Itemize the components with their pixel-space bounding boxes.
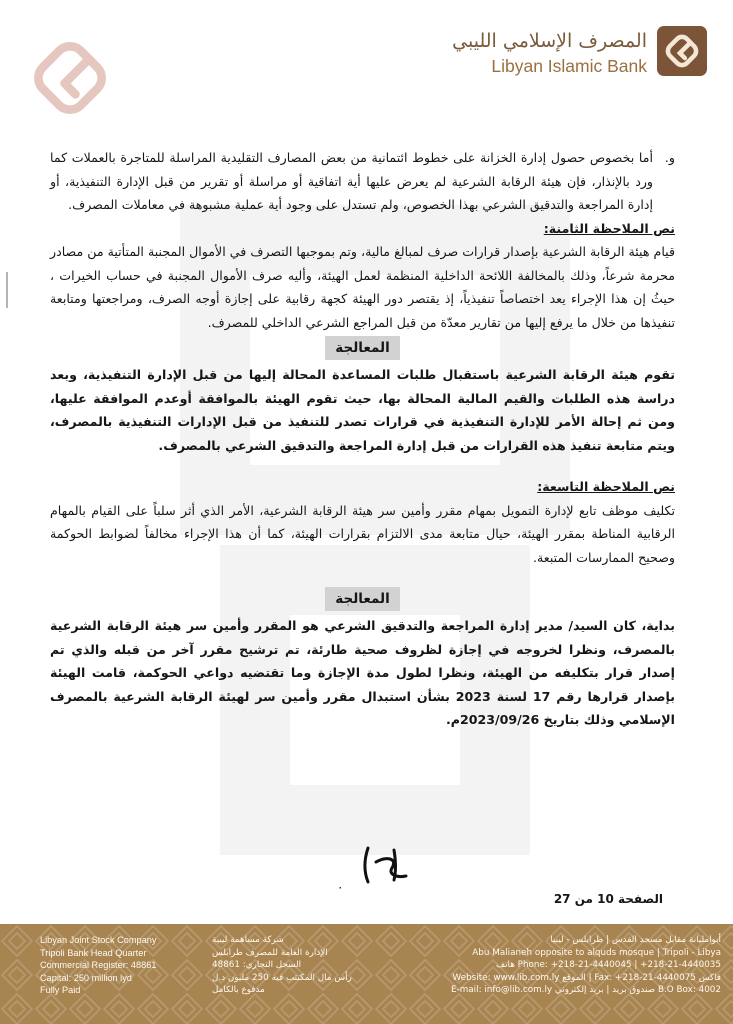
footer-line: Fully Paid [40, 985, 81, 996]
footer-pobox-email: B.O Box: 4002 صندوق بريد | بريد إلكتروني E-mail: info@lib.com.ly [450, 985, 721, 996]
bank-name-arabic: المصرف الإسلامي الليبي [452, 30, 647, 52]
bank-logo-faded-icon [22, 30, 118, 126]
scrollbar-thumb[interactable] [6, 272, 8, 308]
item-paragraph [50, 146, 675, 217]
item-paragraph-text: أما بخصوص حصول إدارة الخزانة على خطوط ائتمانية من بعض المصارف التقليدية المراسلة للمتاجرة بالعملات كما ورد بالإنذار، فإن هيئة الرقابة الشرعية لم يعرض عليها أية اتفاقية أو مراسلة أو تقرير من قبل الإدارة التنفيذية، أو إدارة المراجعة والتدقيق الشرعي بهذا الخصوص، ولم تستدل على وجود أية عملية مشبوهة في معاملات المصرف. [50, 150, 653, 212]
footer-line: Capital: 250 million lyd [40, 972, 132, 983]
footer-line: مدفوع بالكامل [212, 985, 265, 996]
bank-logo-icon [657, 26, 707, 76]
page-number: الصفحة 10 من 27 [553, 892, 663, 906]
footer-line: رأس مال المكتتب فيه 250 مليون د.ل [212, 972, 352, 983]
footer-contact [451, 934, 721, 997]
footer-line: Libyan Joint Stock Company [40, 935, 157, 945]
footer-company-en [40, 934, 156, 997]
note-8-heading: نص الملاحظة الثامنة: [543, 220, 675, 236]
footer-phone: Phone: +218-21-4440045 | +218-21-4440035 هاتف [495, 960, 721, 971]
footer-line: شركة مساهمة ليبية [212, 935, 284, 945]
treatment-title: المعالجة [325, 587, 399, 611]
footer-fax-website: فاكس Fax: +218-21-4440075 | الموقع Website: www.lib.com.ly [452, 972, 721, 983]
signature-icon [346, 842, 426, 886]
footer-line: الإدارة العامة للمصرف طرابلس [212, 947, 328, 958]
footer-company-ar [212, 934, 352, 997]
footer-line: Tripoli Bank Head Quarter [40, 947, 147, 958]
treatment-8-text: تقوم هيئة الرقابة الشرعية باستقبال طلبات المساعدة المحالة إليها من قبل الإدارة التنفيذية، وبعد دراسة هذه الطلبات والقيم المالية المحالة بها، حيث تقوم الهيئة بالموافقة أوعدم الموافقة عليها، ومن ثم إحالة الأمر للإدارة التنفيذية في قرارات تصدر للتنفيذ من قبل الإدارات التنفيذية بالمصرف، ويتم متابعة تنفيذ هذه القرارات من قبل إدارة المراجعة والتدقيق الشرعي بالمصرف. [50, 367, 675, 453]
dot-mark: ٠ [337, 880, 344, 894]
bank-name-english: Libyan Islamic Bank [491, 56, 647, 76]
footer-address-en: Abu Malianeh opposite to alquds mosque | Tripoli - Libya [472, 947, 721, 958]
footer [0, 924, 733, 1024]
footer-address-ar: أبوامليانة مقابل مسجد القدس | طرابلس - ليبيا [550, 935, 721, 945]
note-9-text: تكليف موظف تابع لإدارة التمويل بمهام مقرر وأمين سر هيئة الرقابة الشرعية، الأمر الذي أثر سلباً على القيام بالمهام الرقابية المناطة بمقرر الهيئة، حيال متابعة مدى الالتزام بقرارات الهيئة، كما أن هذا الإجراء مخالفاً لضوابط الحوكمة وصحيح الممارسات المتبعة. [50, 502, 675, 565]
footer-line: السجل التجاري: 48861 [212, 960, 302, 971]
footer-line: Commercial Register: 48861 [40, 960, 157, 971]
note-8-text: قيام هيئة الرقابة الشرعية بإصدار قرارات صرف لمبالغ مالية، وتم بموجبها التصرف في الأموال المجنبة المتأتية من مصادر محرمة شرعاً، وذلك بالمخالفة اللائحة الداخلية المنظمة لعمل الهيئة، وأليه صرف الأموال المجنبة في حساب الخيرات ، حيثُ إن هذا الإجراء يعد اختصاصاً تنفيذياً، إذ يقتصر دور الهيئة كجهة رقابية على إجازة أوجه الصرف، ومراجعتها ومتابعة تنفيذها من خلال ما يرفع إليها من تقارير معدّة من قبل المراجع الشرعي الداخلي للمصرف. [50, 244, 675, 330]
treatment-title: المعالجة [325, 336, 399, 360]
treatment-9-text: بداية، كان السيد/ مدير إدارة المراجعة والتدقيق الشرعي هو المقرر وأمين سر هيئة الرقابة الشرعية بالمصرف، ونظرا لخروجه في إجازة لظروف صحية طارئة، تم ترشيح مقرر آخر من قبله والذي تم إصدار قرار بتكليفه من الهيئة، ونظرا لطول مدة الإجازة وما تقتضيه دواعي الحوكمة، قامت الهيئة بإصدار قرارها رقم 17 لسنة 2023 بشأن استبدال مقرر وأمين سر لهيئة الرقابة الشرعية بالمصرف الإسلامي وذلك بتاريخ 2023/09/26م. [50, 618, 675, 727]
note-9-heading: نص الملاحظة التاسعة: [537, 479, 675, 494]
document-body [50, 146, 675, 732]
item-marker: و. [664, 150, 675, 165]
